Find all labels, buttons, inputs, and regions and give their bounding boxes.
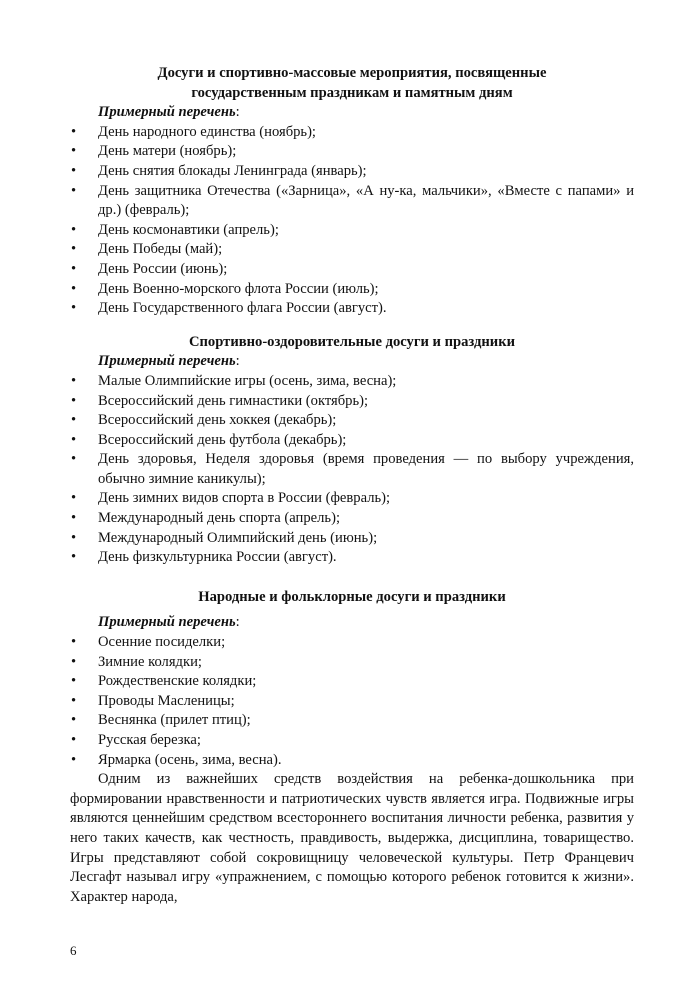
list-item: • День здоровья, Неделя здоровья (время проведения — по выбору учреждения, обычно зимние каникулы); [70,450,634,489]
list-item: • День зимних видов спорта в России (февраль); [70,489,634,509]
list-item: • День снятия блокады Ленинграда (январь); [70,162,634,182]
page-content [70,64,634,907]
list-item: • Международный Олимпийский день (июнь); [70,529,634,549]
list-item: • День Победы (май); [70,240,634,260]
list-item: • День народного единства (ноябрь); [70,123,634,143]
list-item: • День матери (ноябрь); [70,142,634,162]
section-heading: Досуги и спортивно-массовые мероприятия, посвященные государственным праздникам и памятным дням [157,65,547,101]
list-item: • Всероссийский день хоккея (декабрь); [70,411,634,431]
list-intro: Примерный перечень: [98,104,240,121]
section-state-holidays [70,64,634,319]
list-item: • Рождественские колядки; [70,672,634,692]
event-list [70,372,634,568]
list-item: • Русская березка; [70,731,634,751]
list-item: • Ярмарка (осень, зима, весна). [70,751,634,771]
list-item: • День Государственного флага России (август). [70,299,634,319]
list-item: • Международный день спорта (апрель); [70,509,634,529]
list-item: • Всероссийский день футбола (декабрь); [70,431,634,451]
list-item: • День России (июнь); [70,260,634,280]
list-item: • День космонавтики (апрель); [70,221,634,241]
list-intro: Примерный перечень: [98,614,240,631]
event-list [70,123,634,319]
list-item: • Веснянка (прилет птиц); [70,711,634,731]
list-item: • Осенние посиделки; [70,633,634,653]
list-item: • Малые Олимпийские игры (осень, зима, весна); [70,372,634,392]
body-paragraph: Одним из важнейших средств воздействия на ребенка-дошкольника при формировании нравственности и патриотических чувств является игра. Подвижные игры являются ценнейшим средством всестороннего воспитания личности ребенка, развития у него таких качеств, как честность, правдивость, выдержка, дисциплина, товарищество. Игры представляют собой сокровищницу человеческой культуры. Петр Францевич Лесгафт называл игру «упражнением, с помощью которого ребенок готовится к жизни». Характер народа, [70,771,634,905]
list-item: • Зимние колядки; [70,653,634,673]
section-heading: Спортивно-оздоровительные досуги и праздники [188,333,516,350]
section-heading: Народные и фольклорные досуги и праздники [198,588,506,605]
section-sports-holidays [70,333,634,568]
list-item: • День Военно-морского флота России (июль); [70,280,634,300]
event-list [70,633,634,770]
list-item: • День защитника Отечества («Зарница», «А ну-ка, мальчики», «Вместе с папами» и др.) (февраль); [70,182,634,221]
list-item: • Проводы Масленицы; [70,692,634,712]
section-folk-holidays [70,582,634,770]
list-intro: Примерный перечень: [98,353,240,370]
list-item: • Всероссийский день гимнастики (октябрь); [70,392,634,412]
list-item: • День физкультурника России (август). [70,548,634,568]
page-number: 6 [70,943,77,958]
